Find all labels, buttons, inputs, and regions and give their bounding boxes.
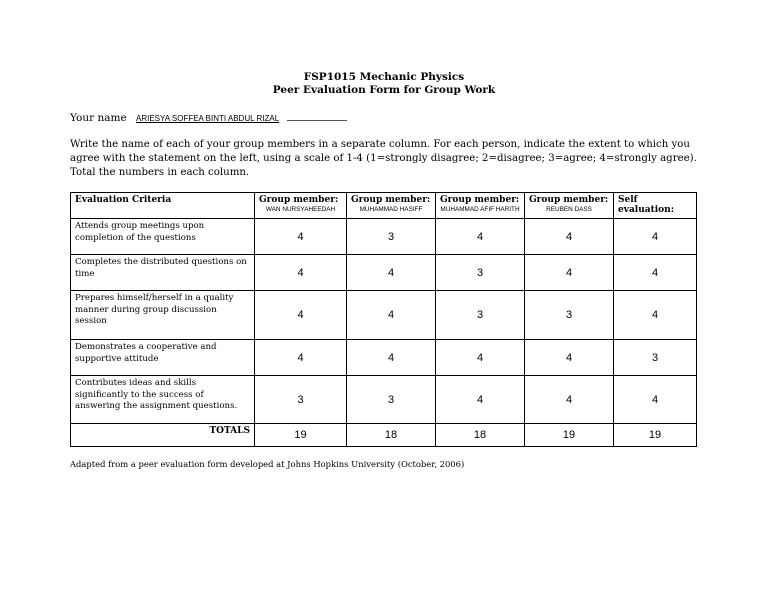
score-cell: 4: [255, 255, 347, 291]
table-row: [71, 219, 697, 255]
member-name-1: WAN NURSYAHEEDAH: [265, 206, 336, 213]
name-row: [70, 112, 347, 124]
score-cell: 4: [614, 376, 697, 424]
evaluation-table: [70, 192, 697, 447]
criteria-header: Evaluation Criteria: [71, 193, 255, 219]
score-cell: 4: [436, 340, 525, 376]
totals-row: [71, 424, 697, 447]
header-row: [71, 193, 697, 219]
score-cell: 4: [255, 340, 347, 376]
score-cell: 4: [525, 340, 614, 376]
form-title: FSP1015 Mechanic Physics: [303, 71, 465, 83]
group-member-label: Group member:: [351, 195, 431, 205]
criterion-cell: Attends group meetings upon completion of the questions: [71, 219, 255, 255]
score-cell: 4: [436, 219, 525, 255]
name-underline: [287, 114, 347, 121]
table-row: [71, 255, 697, 291]
member-name-4: REUBEN DASS: [546, 206, 592, 213]
table-row: [71, 376, 697, 424]
score-cell: 4: [525, 219, 614, 255]
score-cell: 3: [436, 291, 525, 340]
group-member-label: Group member:: [440, 195, 520, 205]
score-cell: 4: [614, 291, 697, 340]
member-name-3: MUHAMMAD AFIF HARITH: [440, 206, 520, 213]
score-cell: 3: [614, 340, 697, 376]
self-evaluation-header: Self evaluation:: [614, 193, 697, 219]
member-header-4: [525, 193, 614, 219]
member-header-2: [347, 193, 436, 219]
criterion-cell: Completes the distributed questions on time: [71, 255, 255, 291]
table-row: [71, 340, 697, 376]
score-cell: 3: [347, 219, 436, 255]
footnote: Adapted from a peer evaluation form developed at Johns Hopkins University (October, 2006): [70, 459, 465, 469]
criterion-cell: Prepares himself/herself in a quality manner during group discussion session: [71, 291, 255, 340]
total-cell: 19: [614, 424, 697, 447]
score-cell: 3: [436, 255, 525, 291]
score-cell: 4: [614, 255, 697, 291]
member-header-3: [436, 193, 525, 219]
member-name-2: MUHAMMAD HASIFF: [359, 206, 423, 213]
score-cell: 4: [347, 255, 436, 291]
criterion-cell: Contributes ideas and skills significantly to the success of answering the assignment questions.: [71, 376, 255, 424]
form-subtitle: Peer Evaluation Form for Group Work: [272, 84, 496, 96]
score-cell: 4: [614, 219, 697, 255]
score-cell: 4: [347, 340, 436, 376]
total-cell: 19: [255, 424, 347, 447]
score-cell: 4: [525, 255, 614, 291]
total-cell: 18: [436, 424, 525, 447]
group-member-label: Group member:: [529, 195, 609, 205]
score-cell: 4: [255, 291, 347, 340]
criterion-cell: Demonstrates a cooperative and supportive attitude: [71, 340, 255, 376]
score-cell: 4: [436, 376, 525, 424]
totals-label: TOTALS: [71, 424, 255, 447]
name-label: Your name: [70, 112, 127, 124]
member-header-1: [255, 193, 347, 219]
group-member-label: Group member:: [259, 195, 339, 205]
score-cell: 4: [347, 291, 436, 340]
score-cell: 4: [525, 376, 614, 424]
instructions: Write the name of each of your group members in a separate column. For each person, indicate the extent to which you agree with the statement on the left, using a scale of 1-4 (1=strongly disagree; 2=disagree; 3=agree; 4=strongly agree). Total the numbers in each column.: [70, 139, 697, 178]
name-value: ARIESYA SOFFEA BINTI ABDUL RIZAL: [136, 114, 280, 123]
score-cell: 3: [347, 376, 436, 424]
score-cell: 3: [525, 291, 614, 340]
total-cell: 18: [347, 424, 436, 447]
score-cell: 4: [255, 219, 347, 255]
table-row: [71, 291, 697, 340]
total-cell: 19: [525, 424, 614, 447]
score-cell: 3: [255, 376, 347, 424]
